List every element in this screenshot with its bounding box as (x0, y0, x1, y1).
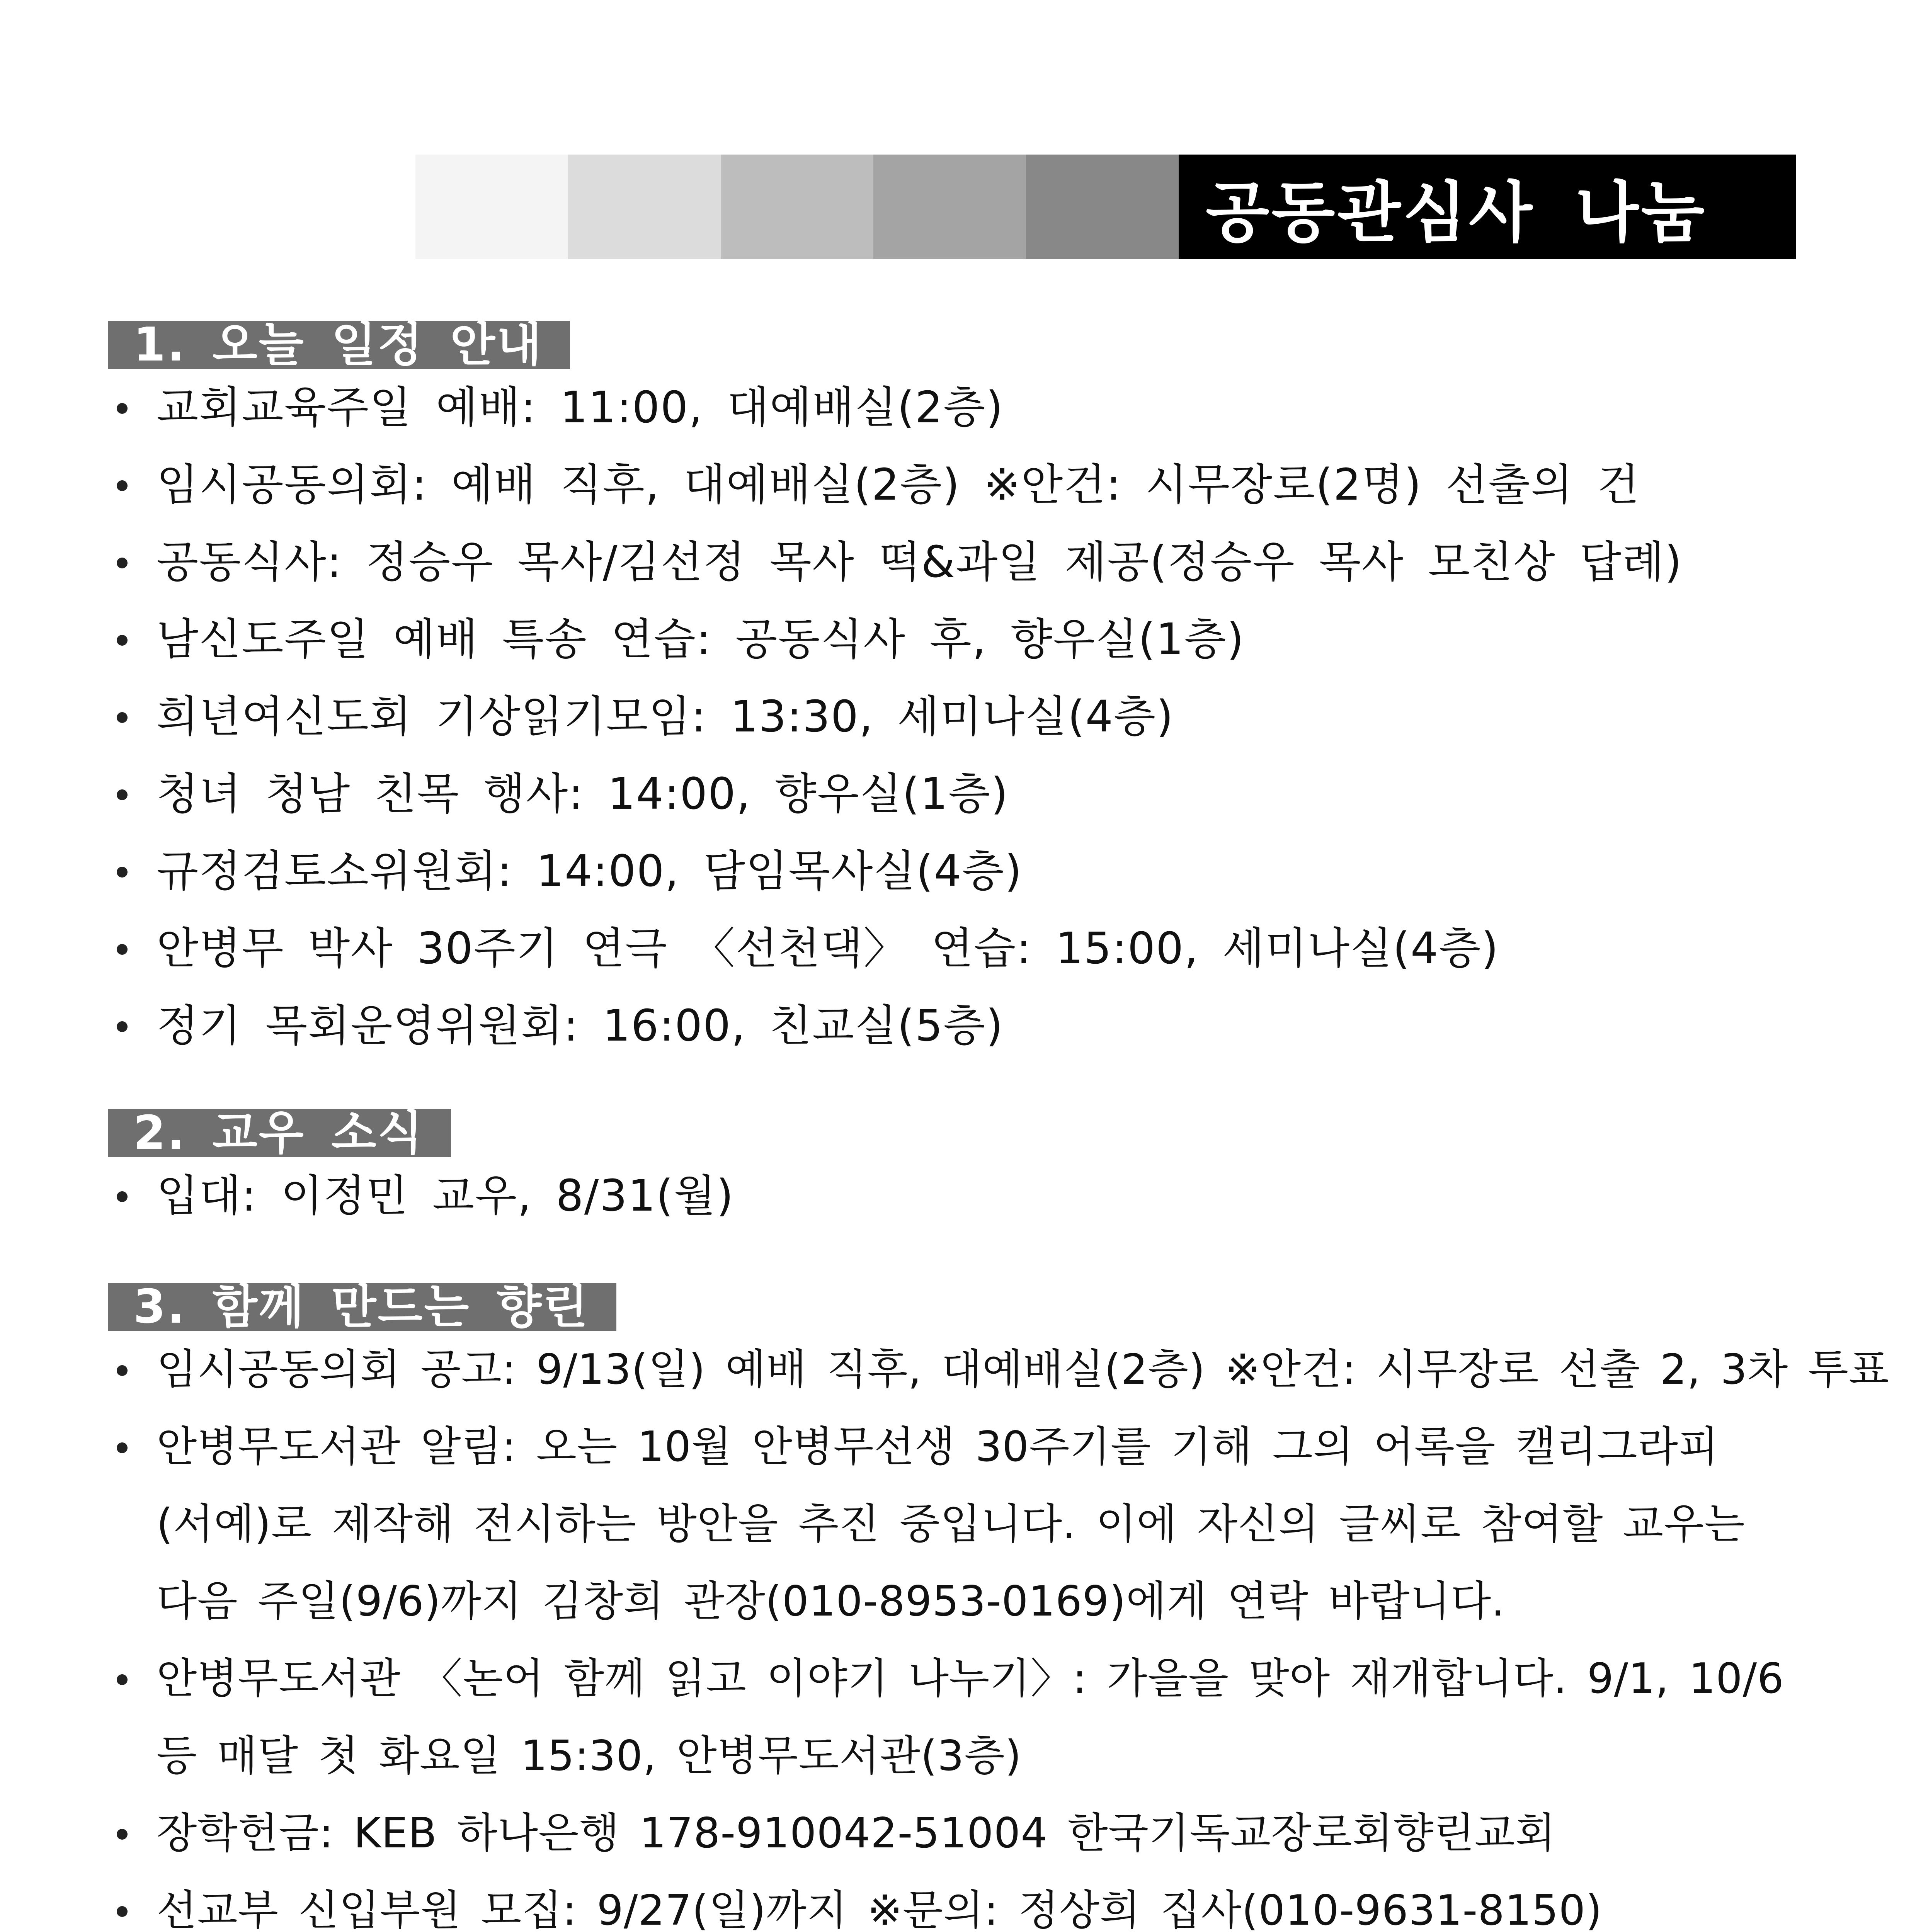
schedule-list (108, 369, 1816, 1065)
list-item (108, 1408, 1816, 1640)
list-item (108, 524, 1816, 601)
list-item-text: 청녀 청남 친목 행사: 14:00, 향우실(1층) (157, 769, 1009, 819)
list-item (108, 601, 1816, 678)
gradient-block-2 (568, 155, 721, 259)
list-item-text: 선교부 신입부원 모집: 9/27(일)까지 ※문의: 정상희 집사(010-9631-8150) (157, 1886, 1603, 1932)
list-item-text: 정기 목회운영위원회: 16:00, 친교실(5층) (157, 1001, 1004, 1051)
list-item-text: 임시공동의회: 예배 직후, 대예배실(2층) ※안건: 시무장로(2명) 선출의 건 (157, 460, 1640, 510)
page-title-box (1179, 155, 1796, 259)
header-band (415, 155, 1796, 259)
list-item (108, 1157, 1816, 1235)
list-item-text: 입대: 이정민 교우, 8/31(월) (157, 1171, 734, 1221)
gradient-block-4 (873, 155, 1026, 259)
list-item-text: 안병무도서관 〈논어 함께 읽고 이야기 나누기〉: 가을을 맞아 재개합니다. 9/1, 10/6 (157, 1655, 1784, 1703)
list-item-text: 다음 주일(9/6)까지 김창희 관장(010-8953-0169)에게 연락 바랍니다. (157, 1577, 1505, 1626)
section-member-news (108, 1106, 1816, 1235)
list-item-text: 희년여신도회 기상읽기모임: 13:30, 세미나실(4층) (157, 692, 1174, 742)
list-item-text: 공동식사: 정승우 목사/김선정 목사 떡&과일 제공(정승우 목사 모친상 답례) (157, 537, 1683, 587)
list-item-text: 남신도주일 예배 특송 연습: 공동식사 후, 향우실(1층) (157, 614, 1245, 665)
gradient-block-5 (1026, 155, 1179, 259)
list-item (108, 1331, 1890, 1408)
list-item (108, 446, 1816, 524)
list-item-text: 안병무도서관 알림: 오는 10월 안병무선생 30주기를 기해 그의 어록을 캘리그라피 (157, 1423, 1719, 1471)
list-item (108, 1795, 1816, 1872)
list-item (108, 833, 1816, 910)
list-item (108, 910, 1816, 987)
section-together (108, 1280, 1890, 1932)
member-news-list (108, 1157, 1816, 1235)
gradient-block-1 (415, 155, 568, 259)
list-item-text: (서예)로 제작해 전시하는 방안을 추진 중입니다. 이에 자신의 글씨로 참여할 교우는 (157, 1500, 1745, 1548)
page-title: 공동관심사 나눔 (1206, 174, 1707, 251)
list-item-text: 임시공동의회 공고: 9/13(일) 예배 직후, 대예배실(2층) ※안건: 시무장로 선출 2, 3차 투표 (157, 1345, 1890, 1394)
section-label: 2. 교우 소식 (108, 1109, 451, 1157)
list-item-text: 교회교육주일 예배: 11:00, 대예배실(2층) (157, 383, 1004, 433)
list-item (108, 369, 1816, 446)
list-item (108, 755, 1816, 833)
list-item (108, 987, 1816, 1065)
list-item (108, 1872, 1816, 1932)
list-item-text: 등 매달 첫 화요일 15:30, 안병무도서관(3층) (157, 1732, 1022, 1780)
list-item-text: 안병무 박사 30주기 연극 〈선천댁〉 연습: 15:00, 세미나실(4층) (157, 923, 1499, 974)
together-list (108, 1331, 1890, 1932)
section-label: 3. 함께 만드는 향린 (108, 1283, 616, 1331)
section-schedule (108, 318, 1816, 1065)
list-item (108, 678, 1816, 755)
list-item-text: 장학헌금: KEB 하나은행 178-910042-51004 한국기독교장로회향린교회 (157, 1809, 1556, 1857)
list-item (108, 1640, 1816, 1795)
gradient-block-3 (721, 155, 873, 259)
section-label: 1. 오늘 일정 안내 (108, 321, 570, 369)
list-item-text: 규정검토소위원회: 14:00, 담임목사실(4층) (157, 846, 1023, 896)
